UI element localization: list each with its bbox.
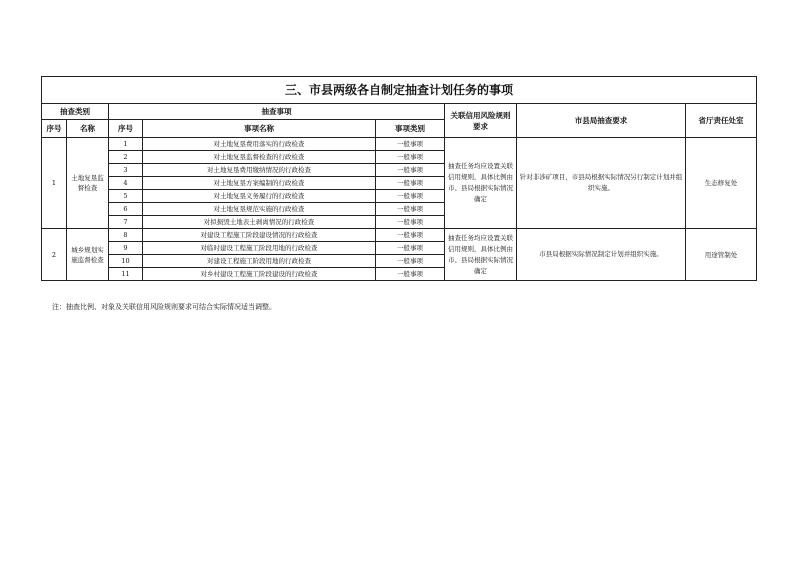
item-name: 对土地复垦监督检查的行政检查 — [143, 151, 376, 164]
item-name: 对临时建设工程施工阶段用地的行政检查 — [143, 242, 376, 255]
item-type: 一般事项 — [376, 216, 445, 229]
header-row-1 — [42, 104, 757, 120]
item-type: 一般事项 — [376, 190, 445, 203]
item-seq: 10 — [109, 255, 143, 268]
title-row — [42, 77, 757, 104]
item-name: 对建设工程施工阶段用地的行政检查 — [143, 255, 376, 268]
header-items: 抽查事项 — [109, 104, 445, 120]
table-row — [42, 229, 757, 242]
group-county-req: 市县局根据实际情况制定计划并组织实施。 — [517, 229, 686, 281]
item-name: 对拟损毁土地表土剥离情况的行政检查 — [143, 216, 376, 229]
header-item-seq: 序号 — [109, 120, 143, 138]
footnote: 注：抽查比例、对象及关联信用风险规则要求可结合实际情况适当调整。 — [52, 303, 276, 311]
item-name: 对建设工程施工阶段建设情况的行政检查 — [143, 229, 376, 242]
item-name: 对土地复垦规范实施的行政检查 — [143, 203, 376, 216]
group-dept: 生态修复处 — [686, 138, 757, 229]
item-name: 对乡村建设工程施工阶段建设的行政检查 — [143, 268, 376, 281]
table-row — [42, 138, 757, 151]
table-title: 三、市县两级各自制定抽查计划任务的事项 — [42, 77, 757, 104]
group-name: 城乡规划实施监督检查 — [67, 229, 109, 281]
item-type: 一般事项 — [376, 242, 445, 255]
item-seq: 7 — [109, 216, 143, 229]
group-risk-rule: 抽查任务均应设置关联信用规则，具体比例由市、县局根据实际情况确定 — [445, 229, 517, 281]
item-type: 一般事项 — [376, 268, 445, 281]
header-county-req: 市县局抽查要求 — [517, 104, 686, 138]
group-seq: 2 — [42, 229, 67, 281]
item-type: 一般事项 — [376, 177, 445, 190]
group-seq: 1 — [42, 138, 67, 229]
item-type: 一般事项 — [376, 151, 445, 164]
item-name: 对土地复垦费用缴纳情况的行政检查 — [143, 164, 376, 177]
header-item-type: 事项类别 — [376, 120, 445, 138]
item-seq: 9 — [109, 242, 143, 255]
item-name: 对土地复垦义务履行的行政检查 — [143, 190, 376, 203]
header-seq: 序号 — [42, 120, 67, 138]
item-seq: 1 — [109, 138, 143, 151]
header-item-name: 事项名称 — [143, 120, 376, 138]
item-seq: 3 — [109, 164, 143, 177]
header-dept: 省厅责任处室 — [686, 104, 757, 138]
item-name: 对土地复垦费用落实的行政检查 — [143, 138, 376, 151]
inspection-table-sheet — [41, 76, 756, 281]
header-name: 名称 — [67, 120, 109, 138]
item-seq: 4 — [109, 177, 143, 190]
group-county-req: 针对非涉矿项目，市县局根据实际情况另行制定计划并组织实施。 — [517, 138, 686, 229]
group-dept: 用途管制处 — [686, 229, 757, 281]
item-type: 一般事项 — [376, 164, 445, 177]
item-seq: 6 — [109, 203, 143, 216]
header-category: 抽查类别 — [42, 104, 109, 120]
inspection-table — [41, 76, 757, 281]
group-risk-rule: 抽查任务均应设置关联信用规则，具体比例由市、县局根据实际情况确定 — [445, 138, 517, 229]
item-type: 一般事项 — [376, 255, 445, 268]
item-type: 一般事项 — [376, 138, 445, 151]
item-type: 一般事项 — [376, 229, 445, 242]
item-seq: 8 — [109, 229, 143, 242]
group-name: 土地复垦监督检查 — [67, 138, 109, 229]
item-seq: 5 — [109, 190, 143, 203]
item-seq: 2 — [109, 151, 143, 164]
item-type: 一般事项 — [376, 203, 445, 216]
item-name: 对土地复垦方案编制的行政检查 — [143, 177, 376, 190]
header-risk-rule: 关联信用风险规则要求 — [445, 104, 517, 138]
item-seq: 11 — [109, 268, 143, 281]
